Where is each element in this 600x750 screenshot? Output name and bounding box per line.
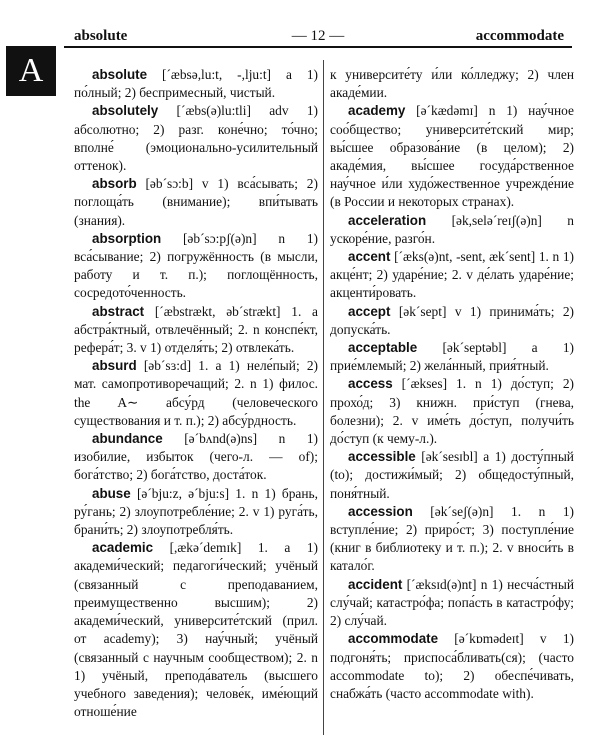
transcription: [ə´bju:z, ə´bju:s] bbox=[136, 485, 230, 501]
headword: acceptable bbox=[348, 340, 418, 356]
transcription: [´æksɪd(ə)nt] bbox=[406, 576, 477, 592]
dictionary-entry bbox=[330, 212, 574, 248]
dictionary-entry bbox=[74, 230, 318, 303]
transcription: [´æbs(ə)lu:tli] bbox=[176, 103, 251, 119]
transcription: [əb´sɔ:b] bbox=[145, 176, 194, 192]
definition: v 1) подгоня́ть; приспоса́бливать(ся); (часто accommodate to); 2) обеспе́чивать, снабжа́ть (часто accommodate with). bbox=[330, 631, 574, 701]
transcription: [ək,selə´reɪʃ(ə)n] bbox=[451, 212, 542, 228]
definition: n 1) изобилие, избыток (чего-л. — of); бога́тство; 2) бога́тство, доста́ток. bbox=[74, 431, 318, 483]
definition: n 1) нау́чное соо́бщество; университе́тский мир; вы́сшее образова́ние (в целом); 2) акаде́мия, вы́сшее госуда́рственное нау́чное и́ли худо́жественное учрежде́ние (в России и некоторых странах). bbox=[330, 103, 574, 210]
definition: 1. a абстра́ктный, отвлечённый; 2. n конспе́кт, рефера́т; 3. v 1) отделя́ть; 2) отвлека́ть. bbox=[74, 303, 318, 356]
header-first-word: absolute bbox=[74, 28, 128, 44]
definition: a 1) по́лный; 2) беспримесный, чистый. bbox=[74, 67, 318, 101]
transcription: [ə´kædəmɪ] bbox=[416, 103, 478, 119]
dictionary-entry bbox=[330, 102, 574, 211]
dictionary-entry bbox=[74, 66, 318, 102]
transcription: [,ækə´demɪk] bbox=[169, 540, 242, 556]
definition: n ускоре́ние, разго́н. bbox=[330, 212, 574, 246]
headword: accident bbox=[348, 576, 403, 592]
definition: 1. n 1) брань, ру́гань; 2) злоупотребле́ние; 2. v 1) руга́ть, брани́ть; 2) злоупотребля́ть. bbox=[74, 485, 318, 538]
transcription: [´æks(ə)nt, -sent, æk´sent] bbox=[394, 249, 536, 265]
transcription: [ək´sesɪbl] bbox=[421, 449, 478, 465]
definition: a 1) прие́млемый; 2) жела́нный, прия́тный. bbox=[330, 340, 574, 374]
headword: access bbox=[348, 376, 393, 392]
dictionary-entry bbox=[330, 66, 574, 102]
transcription: [ək´sept] bbox=[398, 303, 447, 319]
headword: accessible bbox=[348, 449, 416, 465]
dictionary-entry bbox=[330, 448, 574, 503]
headword: accent bbox=[348, 249, 391, 265]
headword: accept bbox=[348, 303, 391, 319]
headword: abstract bbox=[92, 303, 145, 319]
definition: 1. a 1) академи́ческий; педагоги́ческий; учёный (связанный с преподаванием, преимущественно высшим); 2) академи́ческий, университе́тский (прил. от academy); 3) нау́чный; учёный (связанный с научным сообществом); 2. n 1) учёный, препода́ватель (высшего учебного заведения); челове́к, име́ющий отноше́ние bbox=[74, 540, 318, 720]
headword: absolutely bbox=[92, 103, 159, 119]
section-letter-tab: A bbox=[6, 46, 56, 96]
headword: abundance bbox=[92, 431, 163, 447]
transcription: [əb´sɜ:d] bbox=[143, 358, 192, 374]
definition: 1. n 1) вступле́ние; 2) приро́ст; 3) поступле́ние (книг в библиотеку и т. п.); 2. v вноси́ть в катало́г. bbox=[330, 503, 574, 574]
dictionary-entry bbox=[74, 430, 318, 485]
transcription: [´æbstrækt, əb´strækt] bbox=[154, 303, 281, 319]
dictionary-entry bbox=[330, 303, 574, 339]
definition: 1. a 1) неле́пый; 2) мат. самопротиворечащий; 2. n 1) филос. the A∼ абсу́рд (человеческого существования и т. п.); 2) абсу́рдность. bbox=[74, 358, 318, 428]
transcription: [ə´bʌnd(ə)ns] bbox=[184, 431, 258, 447]
running-header bbox=[64, 22, 572, 48]
transcription: [ək´septəbl] bbox=[442, 340, 507, 356]
headword: absorb bbox=[92, 176, 137, 192]
definition: a 1) досту́пный (to); достижи́мый; 2) общедосту́пный, поня́тный. bbox=[330, 449, 574, 501]
headword: accession bbox=[348, 503, 413, 519]
dictionary-entry bbox=[330, 503, 574, 576]
dictionary-entry bbox=[330, 576, 574, 631]
headword: absolute bbox=[92, 67, 148, 82]
definition: v 1) принима́ть; 2) допуска́ть. bbox=[330, 303, 574, 337]
transcription: [əb´sɔ:pʃ(ə)n] bbox=[182, 230, 257, 246]
headword: absorption bbox=[92, 230, 162, 246]
dictionary-entry bbox=[330, 339, 574, 375]
headword: academy bbox=[348, 103, 406, 119]
dictionary-entry bbox=[74, 539, 318, 721]
headword: abuse bbox=[92, 485, 131, 501]
dictionary-entry bbox=[330, 248, 574, 303]
header-last-word: accommodate bbox=[475, 28, 564, 44]
headword: academic bbox=[92, 540, 154, 556]
dictionary-entry bbox=[74, 102, 318, 175]
dictionary-entry bbox=[74, 175, 318, 230]
dictionary-entry bbox=[74, 485, 318, 540]
transcription: [´ækses] bbox=[401, 376, 448, 392]
headword: absurd bbox=[92, 358, 137, 374]
definition: n 1) вса́сывание; 2) погружённость (в мысли, работу и т. п.); поглощённость, сосредото́ченность. bbox=[74, 230, 318, 301]
left-column bbox=[74, 66, 318, 721]
dictionary-entry bbox=[330, 630, 574, 703]
dictionary-entry bbox=[74, 357, 318, 430]
dictionary-entry bbox=[330, 375, 574, 448]
definition: к университе́ту и́ли ко́лледжу; 2) член акаде́мии. bbox=[330, 67, 574, 101]
dictionary-entry bbox=[74, 303, 318, 358]
column-divider bbox=[323, 60, 324, 735]
definition: v 1) вса́сывать; 2) поглоща́ть (внимание); впи́тывать (знания). bbox=[74, 176, 318, 228]
transcription: [ək´seʃ(ə)n] bbox=[430, 503, 494, 519]
definition: 1. n 1) акце́нт; 2) ударе́ние; 2. v де́лать ударе́ние; акценти́ровать. bbox=[330, 249, 575, 301]
right-column bbox=[330, 66, 574, 703]
headword: accommodate bbox=[348, 631, 439, 647]
definition: 1. n 1) до́ступ; 2) прохо́д; 3) книжн. при́ступ (гнева, болезни); 2. v име́ть до́ступ, получи́ть до́ступ (к чему-л.). bbox=[330, 376, 575, 447]
transcription: [´æbsə,lu:t, -,lju:t] bbox=[162, 67, 272, 82]
headword: acceleration bbox=[348, 212, 427, 228]
definition: adv 1) абсолютно; 2) разг. коне́чно; то́чно; вполне́ (эмоционально-усилительный оттенок). bbox=[74, 103, 318, 174]
transcription: [ə´kɒmədeɪt] bbox=[454, 631, 524, 647]
page-number: — 12 — bbox=[291, 28, 345, 44]
definition: n 1) несча́стный слу́чай; катастро́фа; попа́сть в катастро́фу; 2) слу́чай. bbox=[330, 576, 574, 629]
